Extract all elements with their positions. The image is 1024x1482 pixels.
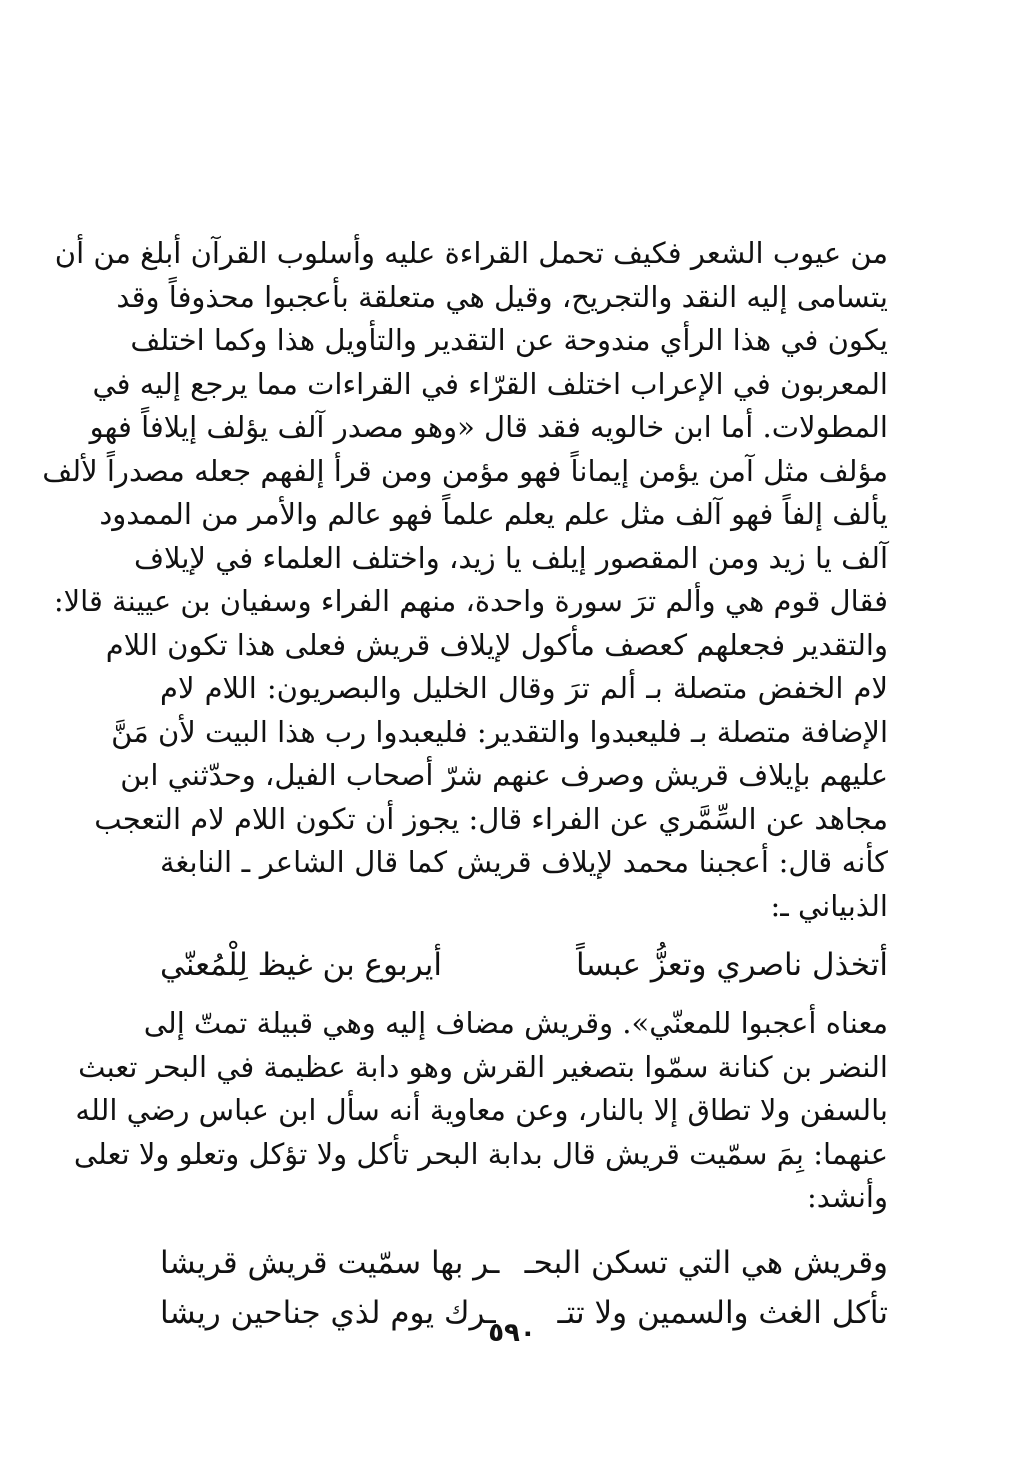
- text-line: يكون في هذا الرأي مندوحة عن التقدير والتأويل هذا وكما اختلف: [130, 323, 888, 357]
- verse-hemistich-first: أتخذل ناصري وتعزُّ عبساً: [576, 947, 888, 983]
- text-line: والتقدير فجعلهم كعصف مأكول لإيلاف قريش فعلى هذا تكون اللام: [105, 627, 888, 662]
- text-line: وأنشد:: [807, 1180, 888, 1214]
- text-line: الإضافة متصلة بـ فليعبدوا والتقدير: فليعبدوا رب هذا البيت لأن مَنَّ: [111, 714, 888, 749]
- spacer: [160, 928, 888, 940]
- text-line: عليهم بإيلاف قريش وصرف عنهم شرّ أصحاب الفيل، وحدّثني ابن: [120, 758, 888, 792]
- body-text: [42, 232, 888, 1338]
- spacer: [160, 990, 888, 1002]
- verse-line: [160, 940, 888, 990]
- text-line: عنهما: بِمَ سمّيت قريش قال بدابة البحر تأكل ولا تؤكل وتعلو ولا تعلى: [73, 1136, 888, 1171]
- paragraph-2: [73, 1002, 888, 1220]
- text-line: آلف يا زيد ومن المقصور إيلف يا زيد، واختلف العلماء في لإيلاف: [134, 540, 888, 575]
- text-line: كأنه قال: أعجبنا محمد لإيلاف قريش كما قال الشاعر ـ النابغة: [160, 845, 888, 879]
- spacer: [160, 1220, 888, 1238]
- text-line: النضر بن كنانة سمّوا بتصغير القرش وهو دابة عظيمة في البحر تعبث: [78, 1049, 888, 1084]
- verse-hemistich-second: ـرك يوم لذي جناحين ريشا: [160, 1294, 496, 1331]
- text-line: يألف إلفاً فهو آلف مثل علم يعلم علماً فهو عالم والأمر من الممدود: [99, 497, 888, 531]
- text-line: بالسفن ولا تطاق إلا بالنار، وعن معاوية أنه سأل ابن عباس رضي الله: [75, 1093, 888, 1127]
- text-line: مجاهد عن السِّمَّري عن الفراء قال: يجوز أن تكون اللام لام التعجب: [94, 801, 888, 836]
- verse-hemistich-second: أيربوع بن غيظ لِلْمُعنّي: [160, 947, 443, 983]
- text-line: الذبياني ـ:: [770, 888, 888, 923]
- text-line: فقال قوم هي وألم ترَ سورة واحدة، منهم الفراء وسفيان بن عيينة قالا:: [53, 584, 888, 618]
- page-number: ٥٩٠: [488, 1318, 536, 1348]
- text-line: يتسامى إليه النقد والتجريح، وقيل هي متعلقة بأعجبوا محذوفاً وقد: [116, 279, 888, 314]
- text-line: لام الخفض متصلة بـ ألم ترَ وقال الخليل والبصريون: اللام لام: [160, 671, 888, 705]
- verse-hemistich-second: ـر بها سمّيت قريش قريشا: [160, 1244, 500, 1281]
- text-line: معناه أعجبوا للمعنّي». وقريش مضاف إليه وهي قبيلة تمتّ إلى: [143, 1006, 888, 1040]
- text-line: مؤلف مثل آمن يؤمن إيماناً فهو مؤمن ومن قرأ إلفهم جعله مصدراً لألف: [42, 453, 888, 488]
- verse-hemistich-first: وقريش هي التي تسكن البحـ: [524, 1244, 888, 1281]
- paragraph-1: [42, 232, 888, 928]
- verse-hemistich-first: تأكل الغث والسمين ولا تتـ: [557, 1294, 888, 1331]
- text-line: من عيوب الشعر فكيف تحمل القراءة عليه وأسلوب القرآن أبلغ من أن: [54, 236, 888, 270]
- text-line: المعربون في الإعراب اختلف القرّاء في القراءات مما يرجع إليه في: [92, 366, 888, 401]
- verse-line: [160, 1238, 888, 1288]
- text-line: المطولات. أما ابن خالويه فقد قال «وهو مصدر آلف يؤلف إيلافاً فهو: [89, 410, 888, 444]
